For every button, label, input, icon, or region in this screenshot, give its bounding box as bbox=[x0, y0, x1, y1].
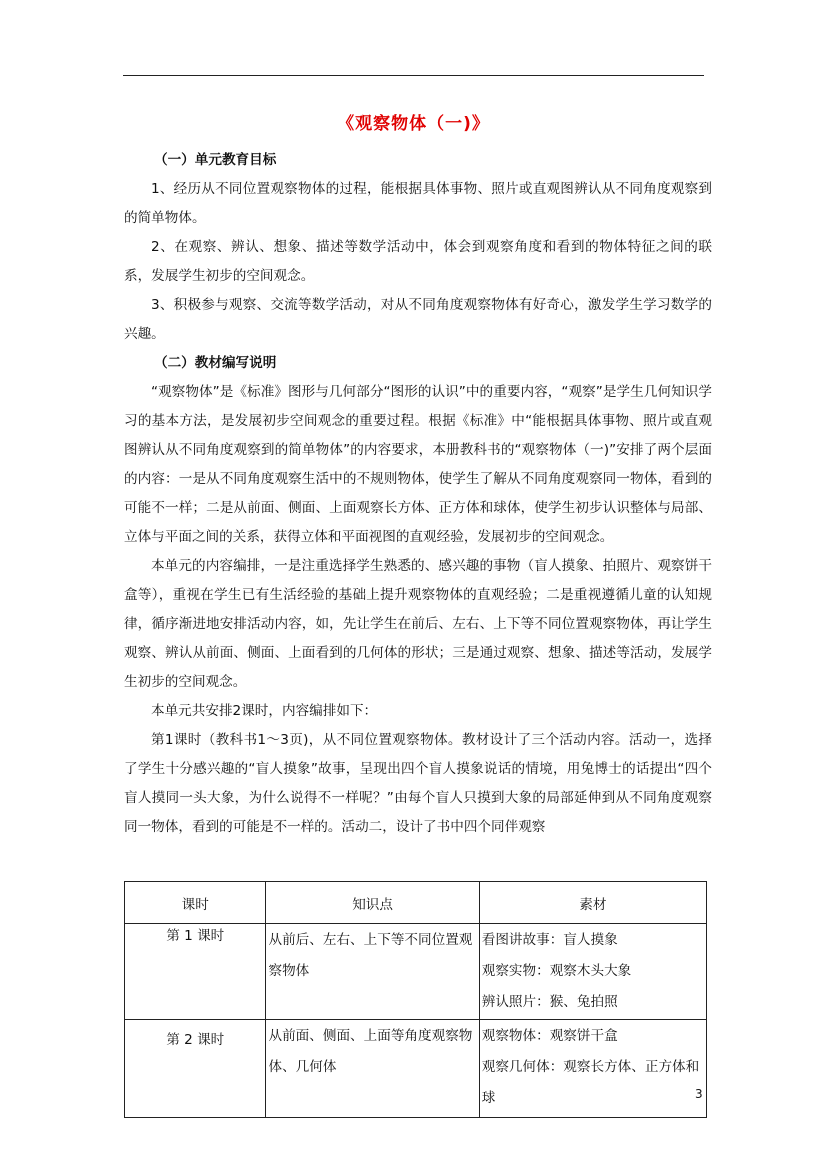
materials-cell bbox=[479, 924, 706, 1020]
material-item: 看图讲故事：盲人摸象 bbox=[481, 932, 618, 948]
document-body bbox=[124, 146, 712, 842]
lesson-table bbox=[124, 881, 707, 1118]
material-item: 辨认照片：猴、兔拍照 bbox=[481, 994, 618, 1010]
material-item: 观察物体：观察饼干盒 bbox=[481, 1028, 618, 1044]
table-header: 素材 bbox=[479, 882, 706, 924]
table-header-row bbox=[125, 882, 707, 924]
knowledge-cell: 从前面、侧面、上面等角度观察物体、几何体 bbox=[266, 1020, 479, 1118]
paragraph: “观察物体”是《标准》图形与几何部分“图形的认识”中的重要内容，“观察”是学生几何知识学习的基本方法，是发展初步空间观念的重要过程。根据《标准》中“能根据具体事物、照片或直观图辨认从不同角度观察到的简单物体”的内容要求，本册教科书的“观察物体（一)”安排了两个层面的内容：一是从不同角度观察生活中的不规则物体，使学生了解从不同角度观察同一物体，看到的可能不一样；二是从前面、侧面、上面观察长方体、正方体和球体，使学生初步认识整体与局部、立体与平面之间的关系，获得立体和平面视图的直观经验，发展初步的空间观念。 bbox=[124, 384, 712, 545]
section-heading-goals: （一）单元教育目标 bbox=[154, 152, 277, 168]
materials-cell bbox=[479, 1020, 706, 1118]
section-heading-textbook: （二）教材编写说明 bbox=[154, 355, 277, 371]
paragraph: 本单元共安排2课时，内容编排如下： bbox=[151, 703, 378, 719]
header-rule bbox=[123, 75, 704, 76]
table-row bbox=[125, 1020, 707, 1118]
paragraph: 1、经历从不同位置观察物体的过程，能根据具体事物、照片或直观图辨认从不同角度观察到的简单物体。 bbox=[124, 181, 712, 226]
knowledge-cell: 从前后、左右、上下等不同位置观察物体 bbox=[266, 924, 479, 1020]
table-row bbox=[125, 924, 707, 1020]
table-header: 知识点 bbox=[266, 882, 479, 924]
paragraph: 2、在观察、辨认、想象、描述等数学活动中，体会到观察角度和看到的物体特征之间的联系，发展学生初步的空间观念。 bbox=[124, 239, 712, 284]
material-item: 观察实物：观察木头大象 bbox=[481, 963, 632, 979]
table-header: 课时 bbox=[125, 882, 266, 924]
lesson-cell: 第 1 课时 bbox=[125, 924, 266, 1020]
paragraph: 3、积极参与观察、交流等数学活动，对从不同角度观察物体有好奇心，激发学生学习数学的兴趣。 bbox=[124, 297, 712, 342]
lesson-cell: 第 2 课时 bbox=[125, 1020, 266, 1118]
material-item: 观察几何体：观察长方体、正方体和球 bbox=[481, 1059, 700, 1106]
paragraph: 本单元的内容编排，一是注重选择学生熟悉的、感兴趣的事物（盲人摸象、拍照片、观察饼干盒等），重视在学生已有生活经验的基础上提升观察物体的直观经验；二是重视遵循儿童的认知规律，循序渐进地安排活动内容，如，先让学生在前后、左右、上下等不同位置观察物体，再让学生观察、辨认从前面、侧面、上面看到的几何体的形状；三是通过观察、想象、描述等活动，发展学生初步的空间观念。 bbox=[124, 558, 712, 690]
page-number: 3 bbox=[695, 1087, 703, 1101]
document-title: 《观察物体（一)》 bbox=[337, 114, 490, 134]
paragraph: 第1课时（教科书1～3页)，从不同位置观察物体。教材设计了三个活动内容。活动一，选择了学生十分感兴趣的“盲人摸象”故事，呈现出四个盲人摸象说话的情境，用兔博士的话提出“四个盲人摸同一头大象，为什么说得不一样呢？”由每个盲人只摸到大象的局部延伸到从不同角度观察同一物体，看到的可能是不一样的。活动二，设计了书中四个同伴观察 bbox=[124, 732, 712, 835]
